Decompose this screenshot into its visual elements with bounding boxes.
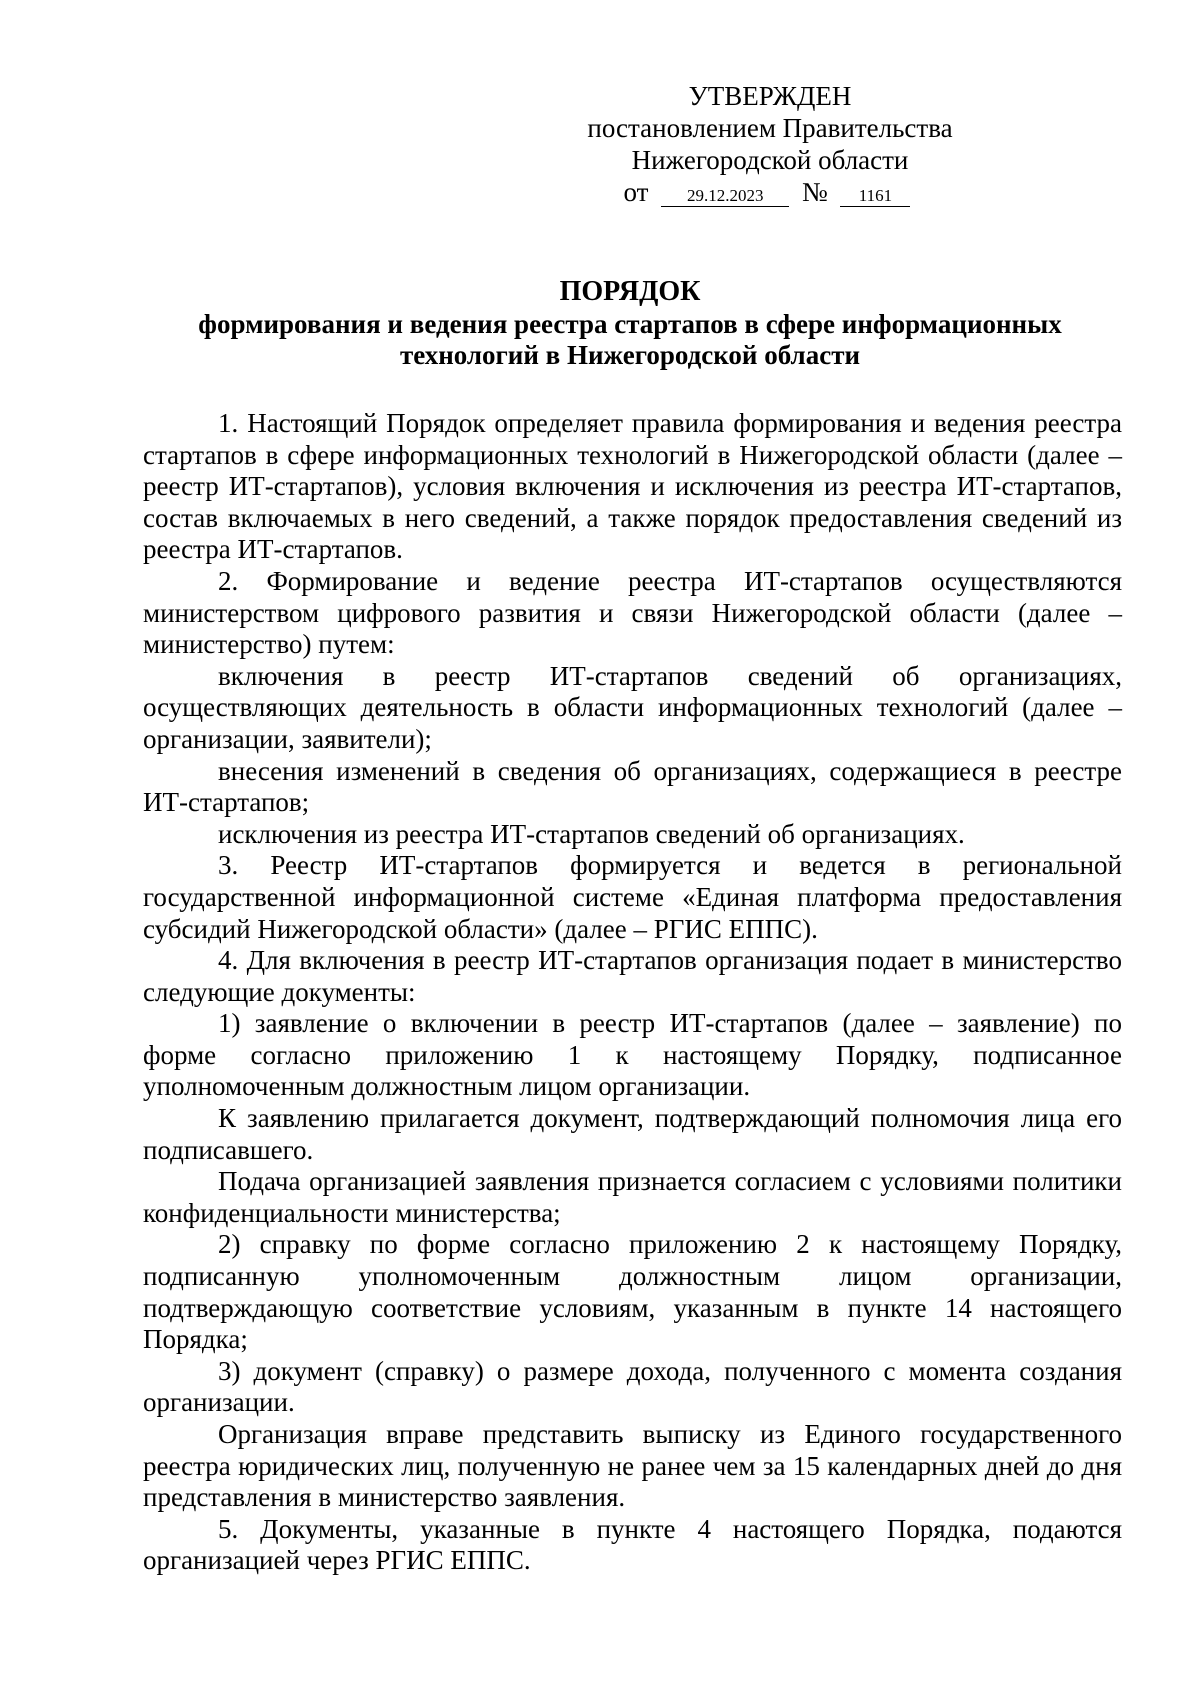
document-body	[143, 408, 1122, 1577]
paragraph: исключения из реестра ИТ-стартапов сведений об организациях.	[218, 818, 965, 849]
approval-authority: постановлением Правительства	[587, 113, 953, 143]
paragraph: 5. Документы, указанные в пункте 4 настоящего Порядка, подаются организацией через РГИС ЕППС.	[143, 1513, 1122, 1576]
paragraph: Подача организацией заявления признается согласием с условиями политики конфиденциальности министерства;	[143, 1166, 1122, 1228]
paragraph: 4. Для включения в реестр ИТ-стартапов организация подает в министерство следующие документы:	[143, 945, 1122, 1007]
date-prefix: от	[623, 177, 649, 207]
paragraph: Организация вправе представить выписку из Единого государственного реестра юридических лиц, полученную не ранее чем за 15 календарных дней до дня представления в министерство заявления.	[143, 1419, 1122, 1513]
paragraph: внесения изменений в сведения об организациях, содержащиеся в реестре ИТ-стартапов;	[143, 755, 1122, 818]
paragraph: 3) документ (справку) о размере дохода, полученного с момента создания организации.	[143, 1355, 1122, 1418]
title-subtitle: формирования и ведения реестра стартапов в сфере информационных технологий в Нижегородской области	[198, 309, 1062, 370]
approval-date-line	[570, 176, 970, 208]
paragraph: включения в реестр ИТ-стартапов сведений об организациях, осуществляющих деятельность в области информационных технологий (далее – организации, заявители);	[143, 660, 1122, 754]
approval-number: 1161	[840, 186, 910, 207]
title-heading: ПОРЯДОК	[559, 276, 701, 307]
approval-date: 29.12.2023	[661, 186, 789, 207]
paragraph: 2) справку по форме согласно приложению 2 к настоящему Порядку, подписанную уполномоченным должностным лицом организации, подтверждающую соответствие условиям, указанным в пункте 14 настоящего Порядка;	[143, 1229, 1122, 1355]
paragraph: 2. Формирование и ведение реестра ИТ-стартапов осуществляются министерством цифрового развития и связи Нижегородской области (далее – министерство) путем:	[143, 565, 1122, 660]
paragraph: 3. Реестр ИТ-стартапов формируется и ведется в региональной государственной информационной системе «Единая платформа предоставления субсидий Нижегородской области» (далее – РГИС ЕППС).	[143, 850, 1122, 944]
number-sign: №	[801, 177, 828, 207]
paragraph: 1) заявление о включении в реестр ИТ-стартапов (далее – заявление) по форме согласно приложению 1 к настоящему Порядку, подписанное уполномоченным должностным лицом организации.	[143, 1008, 1122, 1102]
paragraph: К заявлению прилагается документ, подтверждающий полномочия лица его подписавшего.	[143, 1103, 1122, 1165]
paragraph: 1. Настоящий Порядок определяет правила формирования и ведения реестра стартапов в сфере информационных технологий в Нижегородской области (далее – реестр ИТ-стартапов), условия включения и исключения из реестра ИТ-стартапов, состав включаемых в него сведений, а также порядок предоставления сведений из реестра ИТ-стартапов.	[143, 408, 1122, 565]
approval-region: Нижегородской области	[631, 145, 909, 175]
approval-title: УТВЕРЖДЕН	[688, 81, 852, 111]
approval-stamp	[570, 80, 970, 208]
document-title	[140, 276, 1120, 371]
